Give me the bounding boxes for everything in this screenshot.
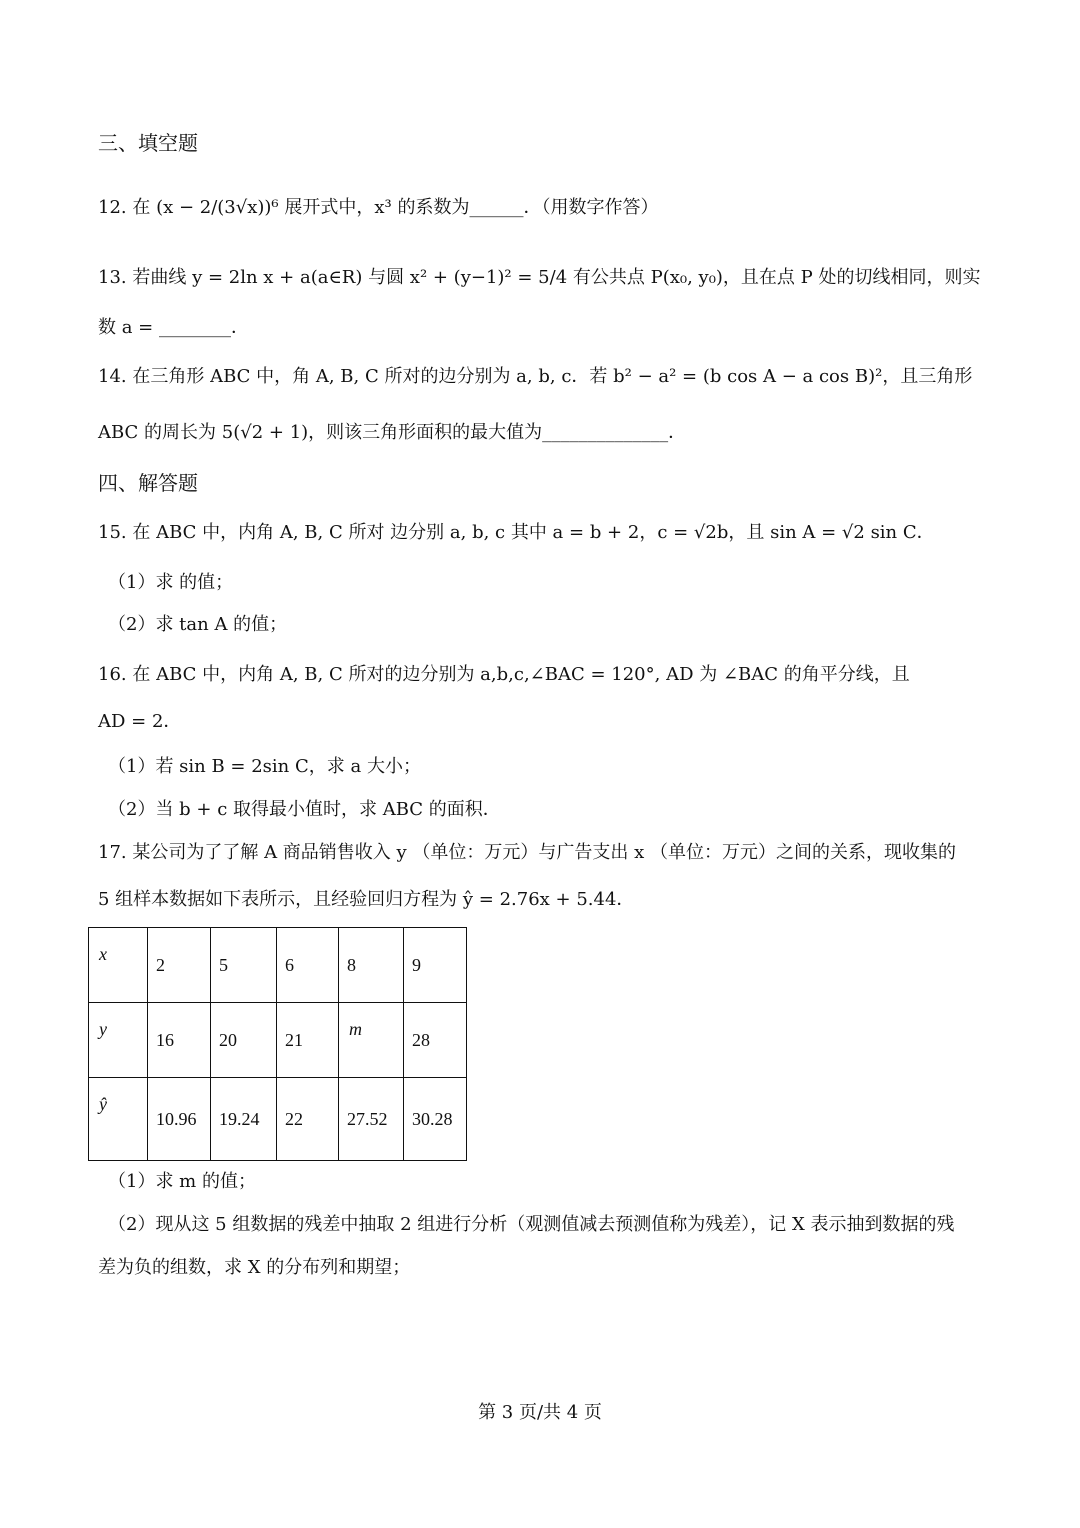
- table-cell: m: [339, 1003, 404, 1078]
- question-15-part1: （1）求 的值；: [108, 572, 234, 593]
- table-cell: 22: [277, 1078, 339, 1161]
- question-16-line2: AD = 2．: [98, 711, 182, 732]
- section-heading-fill-in: 三、填空题: [98, 131, 198, 155]
- question-14-line1: 14. 在三角形 ABC 中，角 A, B, C 所对的边分别为 a, b, c．若 b² − a² = (b cos A − a cos B)²，且三角形: [98, 366, 973, 387]
- data-table: [88, 927, 467, 1161]
- table-row-yhat: [89, 1078, 467, 1161]
- table-cell: 9: [404, 928, 467, 1003]
- table-cell: 30.28: [404, 1078, 467, 1161]
- question-16-part2: （2）当 b + c 取得最小值时，求 ABC 的面积．: [108, 799, 501, 820]
- table-cell: 8: [339, 928, 404, 1003]
- question-17-line1: 17. 某公司为了了解 A 商品销售收入 y （单位：万元）与广告支出 x （单位：万元）之间的关系，现收集的: [98, 842, 956, 863]
- table-cell: 21: [277, 1003, 339, 1078]
- question-12: 12. 在 (x − 2/(3√x))⁶ 展开式中，x³ 的系数为______．（用数字作答）: [98, 197, 659, 218]
- question-15: 15. 在 ABC 中，内角 A, B, C 所对 边分别 a, b, c 其中 a = b + 2，c = √2b，且 sin A = √2 sin C．: [98, 522, 935, 543]
- table-cell: ŷ: [89, 1078, 148, 1161]
- question-16-line1: 16. 在 ABC 中，内角 A, B, C 所对的边分别为 a,b,c,∠BAC = 120°, AD 为 ∠BAC 的角平分线，且: [98, 664, 910, 685]
- table-cell: 19.24: [211, 1078, 277, 1161]
- question-15-part2: （2）求 tan A 的值；: [108, 614, 288, 635]
- question-17-line2: 5 组样本数据如下表所示，且经验回归方程为 ŷ = 2.76x + 5.44．: [98, 889, 635, 910]
- table-cell: 6: [277, 928, 339, 1003]
- question-14-line2: ABC 的周长为 5(√2 + 1)，则该三角形面积的最大值为______________．: [98, 422, 687, 443]
- table-cell: 2: [148, 928, 211, 1003]
- table-cell: 20: [211, 1003, 277, 1078]
- table-cell: 16: [148, 1003, 211, 1078]
- question-13-line2: 数 a = ________．: [98, 317, 249, 338]
- table-cell: 27.52: [339, 1078, 404, 1161]
- table-cell: 5: [211, 928, 277, 1003]
- question-13-line1: 13. 若曲线 y = 2ln x + a(a∈R) 与圆 x² + (y−1)² = 5/4 有公共点 P(x₀, y₀)，且在点 P 处的切线相同，则实: [98, 267, 981, 288]
- table-row-x: [89, 928, 467, 1003]
- section-heading-answer: 四、解答题: [98, 471, 198, 495]
- table-cell: x: [89, 928, 148, 1003]
- question-16-part1: （1）若 sin B = 2sin C，求 a 大小；: [108, 756, 421, 777]
- question-17-part1: （1）求 m 的值；: [108, 1171, 256, 1192]
- question-17-part2-line2: 差为负的组数，求 X 的分布列和期望；: [98, 1257, 411, 1278]
- table-cell: 28: [404, 1003, 467, 1078]
- table-cell: y: [89, 1003, 148, 1078]
- question-17-part2-line1: （2）现从这 5 组数据的残差中抽取 2 组进行分析（观测值减去预测值称为残差），记 X 表示抽到数据的残: [108, 1214, 955, 1235]
- table-row-y: [89, 1003, 467, 1078]
- table-cell: 10.96: [148, 1078, 211, 1161]
- page-footer: 第 3 页/共 4 页: [478, 1402, 602, 1423]
